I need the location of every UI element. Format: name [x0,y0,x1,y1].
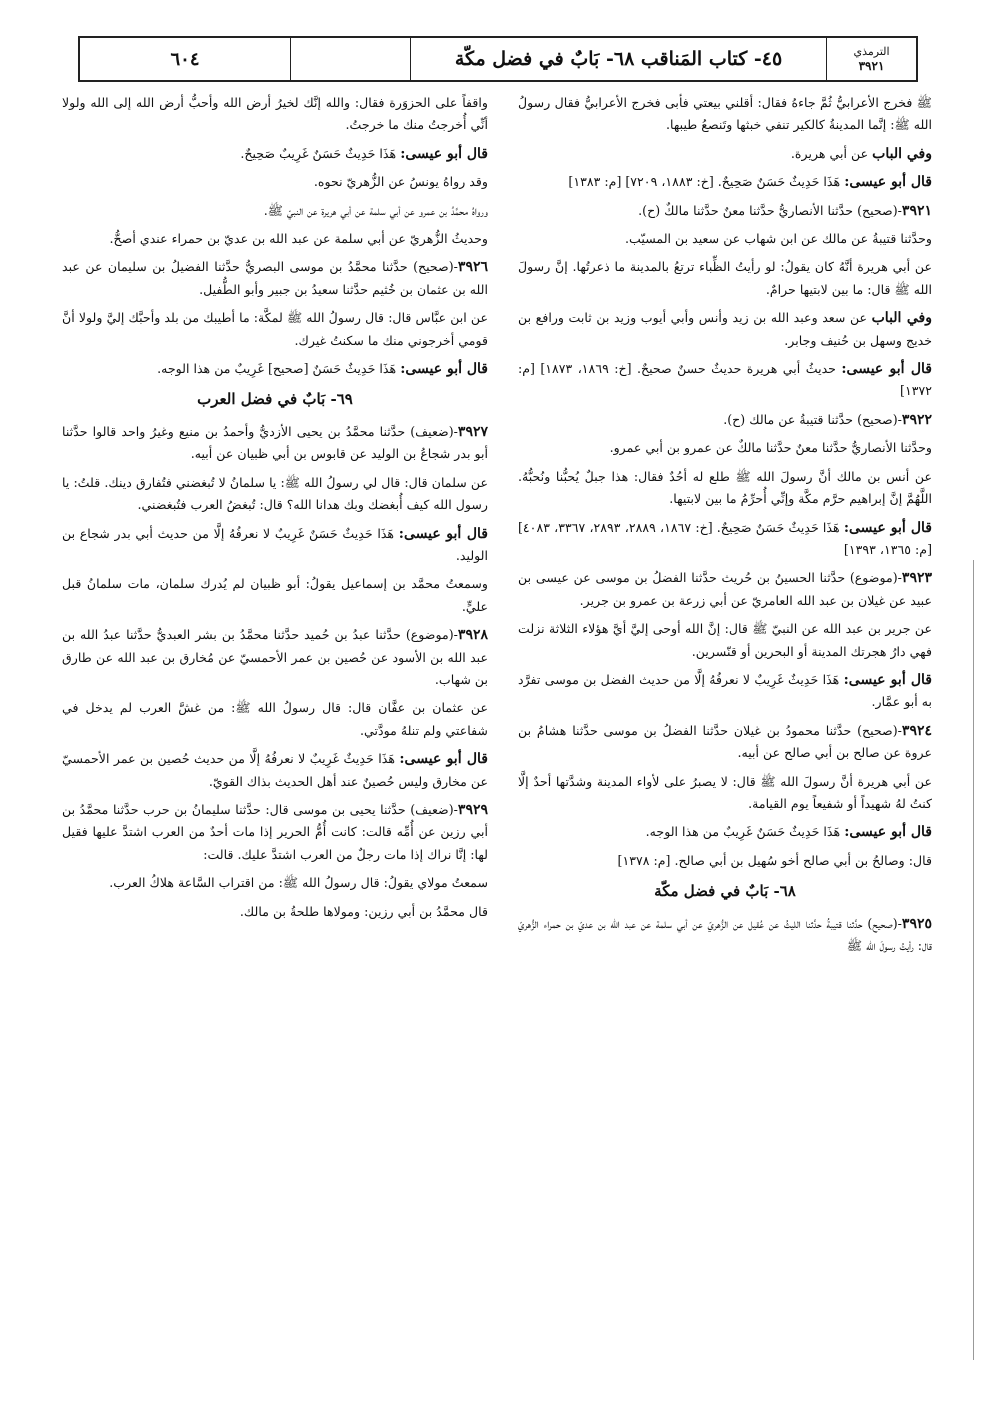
hadith-number: ٣٩٢٧ [457,423,488,440]
section-label: قال أبو عيسى: [843,671,932,688]
paragraph-text: عن أبي هريرة أنَّ رسولَ الله ﷺ قال: لا يصبرُ على لأواء المدينة وشدَّتها أحدٌ إلَّا كنتُ لهُ شهيداً أو شفيعاً يوم القيامة. [518,773,932,811]
paragraph [518,358,932,403]
paragraph-text: سمعتُ مولاي يقولُ: قال رسولُ الله ﷺ: من اقتراب السَّاعة هلاكُ العرب. [109,875,488,891]
paragraph [62,256,488,301]
section-label: قال أبو عيسى: [843,519,932,536]
paragraph-text: وسمعتُ محمَّد بن إسماعيل يقولُ: أبو ظبيان لم يُدرك سلمان، مات سلمانُ قبل عليٍّ. [62,576,488,614]
paragraph-text: هَذَا حَدِيثٌ غَرِيبٌ لا نعرفُهُ إلَّا من حديث الفضل بن موسى تفرَّد به أبو عمَّار. [518,671,932,710]
paragraph-text: عن عثمان بن عفَّان قال: قال رسولُ الله ﷺ: من غشَّ العرب لم يدخل في شفاعتي ولم تنلهُ مودَّتي. [62,700,488,738]
paragraph-text: هَذَا حَدِيثٌ حَسَنٌ غَرِيبٌ لا نعرفُهُ إلَّا من حديث أبي بدر شجاع بن الوليد. [62,525,488,563]
paragraph [62,472,488,517]
section-label: وفي الباب [872,145,932,162]
paragraph [518,466,932,511]
paragraph [62,421,488,466]
hadith-number: ٣٩٢٤ [901,722,932,739]
paragraph-text: حديثُ أبي هريرة حديثٌ حسنٌ صحيحٌ. [خ: ١٨٦٩، ١٨٧٣] [م: ١٣٧٢] [518,361,932,399]
paragraph-text: هَذَا حَدِيثٌ حَسَنٌ صَحِيحٌ. [خ: ١٨٦٧، ٢٨٨٩، ٢٨٩٣، ٣٣٦٧، ٤٠٨٣] [م: ١٣٦٥، ١٣٩٣] [518,519,932,557]
section-label: قال أبو عيسى: [844,174,932,191]
paragraph-text: هَذَا حَدِيثٌ حَسَنٌ صَحِيحٌ. [خ: ١٨٨٣، ٧٢٠٩] [م: ١٣٨٣] [568,174,841,190]
hadith-number: ٣٩٢٩ [457,801,488,818]
paragraph-text: هَذَا حَدِيثٌ حَسَنٌ [صحيح] غَرِيبٌ من هذا الوجه. [157,361,397,377]
paragraph [62,228,488,250]
paragraph [518,171,932,193]
paragraph [62,171,488,193]
paragraph-text: -(صحيح) حدَّثنا الأنصاريُّ حدَّثنا معنٌ حدَّثنا مالكٌ (ح). [638,202,902,218]
section-label: قال أبو عيسى: [844,824,932,841]
paragraph [518,256,932,301]
paragraph [518,228,932,250]
paragraph [62,748,488,793]
paragraph [62,307,488,352]
header-blank-cell [290,38,410,80]
paragraph-text: عن أبي هريرة. [790,145,869,161]
paragraph-text: هَذَا حَدِيثٌ حَسَنٌ غَرِيبٌ من هذا الوجه. [645,824,841,840]
paragraph [62,200,488,222]
paragraph-text: -(صحيح) حدَّثنا قتيبةُ حدَّثنا الليثُ عن عُقيل عن الزُّهريّ عن أبي سلمة عن عبد الله بن عديّ بن حمراء الزُّهريّ قال: رأيتُ رسولَ الله ﷺ [518,915,932,953]
paragraph [62,143,488,165]
paragraph-text: قال: وصالحُ بن أبي صالح أخو سُهيل بن أبي صالح. [م: ١٣٧٨] [617,852,932,868]
header-book-name: الترمذي [853,45,890,58]
page-number: ٦٠٤ [170,48,200,70]
paragraph-text: هَذَا حَدِيثٌ حَسَنٌ غَرِيبٌ صَحِيحٌ. [240,145,397,161]
paragraph [518,409,932,431]
paragraph [518,517,932,562]
left-column [62,92,488,929]
paragraph-text: -(صحيح) حدَّثنا محمَّدُ بن موسى البصريُّ حدَّثنا الفضيلُ بن سليمان عن عبد الله بن عثمان بن خُثيم حدَّثنا سعيدُ بن جبير وأبو الطُّفيل. [62,259,488,297]
section-label: قال أبو عيسى: [400,361,488,378]
header-title: ٤٥- كتاب المَناقب ٦٨- بَابٌ في فضل مكّة [410,38,826,80]
right-column [518,92,932,963]
header-hadith-ref: ٣٩٢١ [858,59,885,73]
paragraph [518,437,932,459]
paragraph-text: وقد رواهُ يونسُ عن الزُّهريّ نحوه. [313,174,488,190]
paragraph-text: -(صحيح) حدَّثنا قتيبةُ عن مالك (ح). [723,411,902,427]
paragraph [62,523,488,568]
hadith-number: ٣٩٢٢ [901,411,932,428]
paragraph [518,850,932,872]
paragraph [62,901,488,923]
hadith-number: ٣٩٢٣ [901,570,932,587]
paragraph [62,358,488,380]
paragraph [62,92,488,137]
paragraph [62,872,488,894]
paragraph-text: عن أنس بن مالك أنَّ رسولَ الله ﷺ طلع له أحُدٌ فقال: هذا جبلٌ يُحبُّنا ونُحبُّهُ. اللَّهُمَّ إنَّ إبراهيم حرَّم مكَّة وإنِّي أُحرِّمُ ما بين لابتيها. [518,468,932,507]
paragraph [518,92,932,137]
paragraph [518,143,932,165]
paragraph-text: ﷺ فخرج الأعرابيُّ ثُمَّ جاءهُ فقال: أقلني بيعتي فأبى فخرج الأعرابيُّ فقال رسولُ الله ﷺ: إنَّما المدينةُ كالكير تنفي خبثها وتَنصعُ طيبها. [518,95,932,133]
margin-rule [973,560,974,1360]
paragraph-text: -(ضعيف) حدَّثنا يحيى بن موسى قال: حدَّثنا سليمانُ بن حرب حدَّثنا محمَّدُ بن أبي رزين عن أُمِّه قالت: كانت أُمُّ الحرير إذا مات أحدٌ من العرب اشتدَّ عليها فقيل لها: إنَّا نراك إذا مات رجلٌ من العرب اشتدَّ عليك. قالت: [62,801,488,862]
paragraph [518,618,932,663]
paragraph [62,573,488,618]
paragraph-text: -(صحيح) حدَّثنا محمودُ بن غيلان حدَّثنا الفضلُ بن موسى حدَّثنا هشامُ بن عروة عن صالح بن أبي صالح عن أبيه. [518,722,932,761]
paragraph-text: وحدَّثنا الأنصاريُّ حدَّثنا معنٌ حدَّثنا مالكٌ عن عمرو بن أبي عمرو. [609,440,932,456]
paragraph [518,913,932,958]
paragraph-text: عن جرير بن عبد الله عن النبيّ ﷺ قال: إنَّ الله أوحى إليَّ أيَّ هؤلاء الثلاثة نزلت فهي دارُ هجرتك المدينة أو البحرين أو قنّسرين. [518,621,932,659]
hadith-number: ٣٩٢٦ [457,259,488,276]
paragraph-text: عن سعد وعبد الله بن زيد وأنس وأبي أيوب وزيد بن ثابت ورافع بن خديج وسهل بن حُنيف وجابر. [518,310,932,348]
section-label: قال أبو عيسى: [841,361,932,378]
paragraph-text: ورواهُ محمَّدُ بن عمرو عن أبي سلمة عن أبي هريرة عن النبيّ ﷺ. [263,202,488,218]
paragraph-text: واقفاً على الحزوَرة فقال: والله إنَّك لخيرُ أرض الله وأحبُّ أرض الله إلى الله ولولا أنِّي أُخرجتُ منك ما خرجتُ. [62,95,488,133]
paragraph-text: -(ضعيف) حدَّثنا محمَّدُ بن يحيى الأزديُّ وأحمدُ بن منيع وغيرُ واحد قالوا حدَّثنا أبو بدر شجاعُ بن الوليد عن قابوس بن أبي ظبيان عن أبيه. [62,423,488,462]
paragraph [518,307,932,352]
paragraph [518,821,932,843]
paragraph-text: عن أبي هريرة أنَّهُ كان يقولُ: لو رأيتُ الظِّباء ترتعُ بالمدينة ما ذعرتُها. إنَّ رسولَ الله ﷺ قال: ما بين لابتيها حرامٌ. [518,259,932,297]
hadith-number: ٣٩٢٥ [901,915,932,932]
paragraph [62,624,488,691]
paragraph-text: -(موضوع) حدَّثنا الحسينُ بن حُريث حدَّثنا الفضلُ بن موسى عن عيسى بن عبيد عن غيلان بن عبد الله العامريّ عن أبي زرعة بن عمرو بن جرير. [518,570,932,608]
chapter-heading: ٦٨- بَابٌ في فضل مكّة [654,882,796,901]
section-label: قال أبو عيسى: [400,145,488,162]
paragraph-text: عن ابن عبَّاس قال: قال رسولُ الله ﷺ لمكَّة: ما أطيبك من بلد وأحبَّك إليَّ ولولا أنَّ قومي أخرجوني منك ما سكنتُ غيرك. [62,310,488,348]
paragraph [518,720,932,765]
paragraph-text: هَذَا حَدِيثٌ غَرِيبٌ لا نعرفُهُ إلَّا من حديث حُصين بن عمر الأحمسيّ عن مخارق وليس حُصينٌ عند أهل الحديث بذاك القويّ. [62,751,488,789]
section-label: قال أبو عيسى: [399,751,488,768]
paragraph [62,697,488,742]
hadith-number: ٣٩٢٨ [457,627,488,644]
paragraph-text: وحدَّثنا قتيبةُ عن مالك عن ابن شهاب عن سعيد بن المسيّب. [625,231,932,247]
paragraph-text: عن سلمان قال: قال لي رسولُ الله ﷺ: يا سلمانُ لا تُبغضني فتُفارق دينك. قلتُ: يا رسول الله كيف أُبغضك وبك هدانا الله؟ قال: تُبغضُ العرب فتُبغضني. [62,474,488,513]
paragraph [518,200,932,222]
paragraph-text: قال محمَّدُ بن أبي رزين: ومولاها طلحةُ بن مالك. [239,903,488,919]
paragraph-text: وحديثُ الزُّهريّ عن أبي سلمة عن عبد الله بن عديّ بن حمراء عندي أصحُّ. [109,231,488,247]
chapter-heading: ٦٩- بَابٌ في فضل العرب [197,390,353,409]
paragraph-text: -(موضوع) حدَّثنا عبدُ بن حُميد حدَّثنا محمَّدُ بن بشر العبديُّ حدَّثنا عبدُ الله بن عبد الله بن الأسود عن حُصين بن عمر الأحمسيّ عن مُخارق بن عبد الله عن طارق بن شهاب. [62,627,488,687]
paragraph [518,567,932,612]
section-label: وفي الباب [871,310,932,327]
paragraph [518,771,932,816]
paragraph [62,799,488,866]
header-reference [826,38,916,80]
hadith-number: ٣٩٢١ [901,202,932,219]
page-header [78,36,918,82]
section-label: قال أبو عيسى: [398,525,488,542]
paragraph [518,669,932,714]
